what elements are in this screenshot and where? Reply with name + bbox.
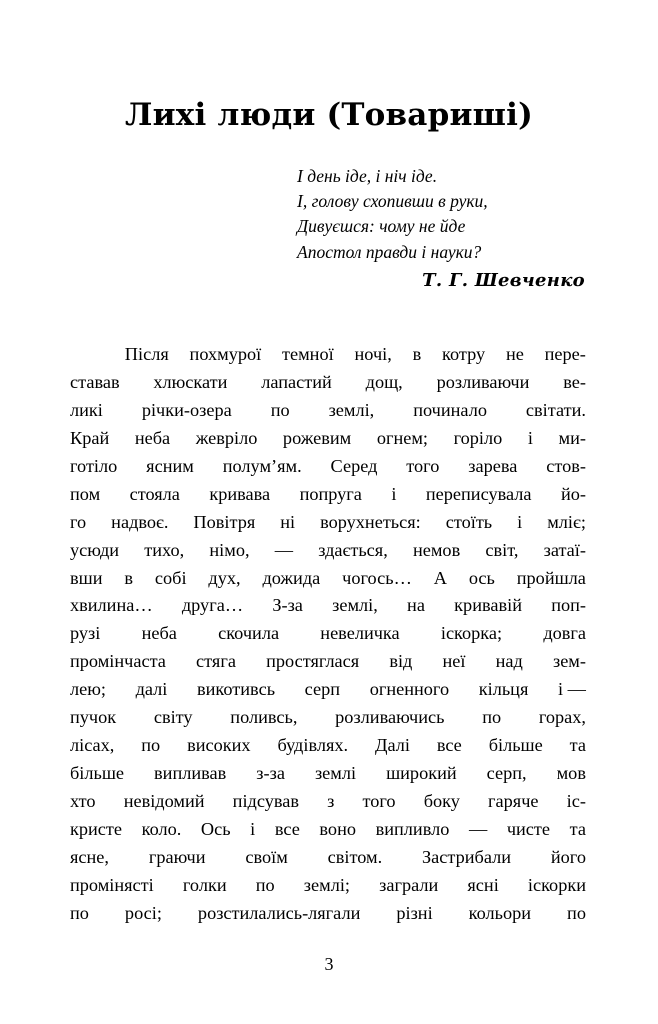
body-word: землі,	[332, 595, 378, 616]
body-word: неба	[134, 427, 171, 448]
body-word: стоїть	[445, 511, 493, 532]
body-word: серп	[304, 679, 341, 700]
body-word: стяга	[196, 651, 236, 672]
body-word: скочила	[218, 623, 280, 644]
body-word: і	[391, 483, 397, 504]
body-word: вши	[70, 567, 103, 588]
body-word: пом	[70, 483, 101, 504]
body-word: Далі	[374, 735, 410, 756]
body-word: го	[70, 511, 87, 532]
body-word: тихо,	[144, 539, 185, 560]
body-word: землі,	[328, 399, 375, 420]
body-word: пучок	[70, 707, 117, 728]
body-line	[70, 369, 586, 397]
body-word: огнем;	[376, 427, 429, 448]
body-word: і —	[558, 679, 586, 700]
body-word: друга…	[181, 595, 244, 616]
body-word: горіло	[453, 427, 503, 448]
body-word: готіло	[70, 455, 118, 476]
body-line	[70, 704, 586, 732]
body-word: Застрибали	[422, 846, 512, 867]
body-word: чисте	[506, 818, 551, 839]
body-word: гаряче	[488, 791, 539, 811]
body-word: по	[255, 874, 275, 895]
body-word: рузі	[70, 623, 101, 644]
body-word: зарева	[468, 455, 518, 476]
body-word: з	[327, 791, 335, 811]
body-word: з-за	[256, 763, 285, 784]
body-word: дух,	[208, 567, 241, 588]
body-word: боку	[423, 791, 460, 811]
body-word: хвилина…	[70, 595, 153, 616]
body-word: мліє;	[547, 511, 586, 532]
body-word: по	[567, 902, 586, 923]
body-word: полум’ям.	[222, 455, 302, 476]
body-word: Край	[70, 427, 110, 448]
body-word: більше	[488, 735, 543, 756]
body-word: не	[505, 344, 524, 364]
body-word: починало	[413, 399, 487, 420]
epigraph-line: І, голову схопивши в руки,	[297, 191, 488, 212]
body-word: воно	[319, 818, 356, 839]
body-word: світати.	[525, 399, 586, 420]
body-word: і	[527, 427, 533, 448]
body-word: пройшла	[516, 567, 586, 588]
page-title: Лихі люди (Товариші)	[124, 96, 533, 133]
body-word: йо-	[560, 483, 586, 504]
body-word: зем-	[552, 651, 586, 672]
body-word: коло.	[141, 818, 182, 839]
body-line	[70, 481, 586, 509]
body-word: дожида	[262, 567, 321, 588]
body-word: кристе	[70, 818, 123, 839]
body-line	[70, 816, 586, 844]
body-word: по	[70, 902, 89, 923]
body-word: ворухнеться:	[320, 511, 421, 532]
body-word: по	[482, 707, 502, 728]
epigraph-block	[297, 164, 585, 293]
body-word: темної	[282, 344, 334, 364]
body-word: стояла	[129, 483, 180, 504]
body-word: ликі	[70, 399, 103, 420]
body-word: по	[141, 735, 161, 756]
epigraph-line: І день іде, і ніч іде.	[297, 166, 438, 186]
body-word: простяглася	[266, 651, 360, 672]
body-word: усюди	[70, 539, 120, 560]
body-word: викотивсь	[197, 679, 276, 700]
body-word: ве-	[563, 371, 586, 392]
body-word: дощ,	[365, 371, 403, 392]
body-word: і	[250, 818, 256, 839]
body-word: іскорка;	[440, 623, 503, 644]
epigraph-line: Дивуєшся: чому не йде	[297, 216, 466, 237]
body-word: лапастий	[261, 371, 332, 392]
body-word: світу	[153, 707, 193, 728]
body-line	[70, 900, 586, 928]
body-line	[70, 788, 586, 816]
body-line	[70, 844, 586, 872]
body-word: та	[569, 735, 586, 756]
body-word: широкий	[386, 763, 457, 784]
body-paragraph	[70, 341, 586, 928]
body-word: попруга	[299, 483, 362, 504]
body-word: затаї-	[543, 539, 586, 560]
body-word: чогось…	[342, 567, 412, 588]
body-word: Серед	[330, 455, 378, 476]
body-word: німо,	[209, 539, 250, 560]
body-word: неї	[442, 651, 466, 672]
body-word: і	[517, 511, 523, 532]
body-word: в	[412, 344, 422, 364]
body-word: світом.	[327, 846, 383, 867]
body-word: —	[468, 818, 488, 839]
body-word: переписувала	[425, 483, 532, 504]
body-word: ясні	[467, 874, 499, 895]
body-line	[70, 592, 586, 620]
body-word: неба	[141, 623, 177, 644]
epigraph-line: Апостол правди і науки?	[297, 241, 482, 262]
body-word: кільця	[478, 679, 529, 700]
body-word: іскорки	[527, 874, 586, 895]
body-word: будівлях.	[277, 735, 349, 756]
body-word: розстилались-лягали	[197, 902, 361, 923]
body-word: стов-	[546, 455, 586, 476]
body-line	[70, 565, 586, 593]
body-word: невідомий	[123, 791, 205, 811]
body-line	[70, 509, 586, 537]
paragraph-indent	[70, 341, 104, 369]
body-word: З-за	[272, 595, 303, 616]
body-word: заграли	[379, 874, 439, 895]
body-word: ось	[468, 567, 495, 588]
body-word: випливло	[375, 818, 450, 839]
body-word: випливав	[154, 763, 227, 784]
body-word: все	[436, 735, 462, 756]
body-line	[70, 425, 586, 453]
body-word: ночі,	[354, 344, 392, 364]
body-word: річки-озера	[141, 399, 232, 420]
body-word: здається,	[318, 539, 388, 560]
body-word: на	[407, 595, 425, 616]
body-word: серп,	[486, 763, 527, 784]
body-word: землі	[314, 763, 357, 784]
body-word: високих	[187, 735, 251, 756]
body-line	[70, 341, 586, 369]
body-word: промінчаста	[70, 651, 166, 672]
body-word: лею;	[70, 679, 106, 700]
body-word: огненного	[369, 679, 450, 700]
epigraph-author: Т. Г. Шевченко	[422, 269, 585, 291]
body-word: кривава	[209, 483, 271, 504]
body-line	[70, 620, 586, 648]
body-word: підсував	[232, 791, 299, 811]
body-word: Повітря	[193, 511, 256, 532]
body-word: немов	[412, 539, 461, 560]
body-word: ми-	[558, 427, 586, 448]
body-word: та	[569, 818, 586, 839]
body-word: над	[495, 651, 523, 672]
body-word: лісах,	[70, 735, 115, 756]
body-line	[70, 872, 586, 900]
body-word: того	[362, 791, 396, 811]
body-word: промінясті	[70, 874, 154, 895]
body-word: ставав	[70, 371, 120, 392]
body-word: А	[433, 567, 447, 588]
body-word: ясним	[146, 455, 194, 476]
body-word: від	[389, 651, 413, 672]
body-line	[70, 760, 586, 788]
body-word: жевріло	[195, 427, 258, 448]
body-line	[70, 537, 586, 565]
body-word: далі	[135, 679, 168, 700]
body-word: хто	[70, 791, 96, 811]
body-word: по	[270, 399, 290, 420]
body-word: того	[406, 455, 440, 476]
body-word: росі;	[124, 902, 162, 923]
body-word: землі;	[303, 874, 350, 895]
body-word: ясне,	[70, 846, 109, 867]
body-word: горах,	[538, 707, 586, 728]
body-word: кольори	[468, 902, 532, 923]
body-word: довга	[543, 623, 586, 644]
body-word: все	[274, 818, 300, 839]
body-word: його	[550, 846, 586, 867]
body-line	[70, 676, 586, 704]
body-word: голки	[182, 874, 227, 895]
body-word: світ,	[485, 539, 519, 560]
epigraph-lines	[297, 164, 585, 265]
body-word: пере-	[544, 344, 586, 364]
body-word: різні	[396, 902, 433, 923]
body-word: кривавій	[454, 595, 522, 616]
body-line	[70, 397, 586, 425]
body-word: поп-	[551, 595, 586, 616]
body-line	[70, 453, 586, 481]
body-word: ні	[280, 511, 296, 532]
body-word: в	[124, 567, 134, 588]
body-line	[70, 648, 586, 676]
body-word: котру	[442, 344, 486, 364]
body-word: Після	[124, 344, 169, 364]
body-word: хлюскати	[153, 371, 228, 392]
body-word: надвоє.	[111, 511, 169, 532]
body-word: іс-	[566, 791, 586, 811]
page-number: 3	[324, 954, 334, 974]
body-line	[70, 732, 586, 760]
body-word: розливаючи	[436, 371, 530, 392]
body-word: граючи	[148, 846, 206, 867]
body-word: поливсь,	[230, 707, 298, 728]
body-word: мов	[556, 763, 586, 784]
body-word: Ось	[200, 818, 231, 839]
body-word: більше	[70, 763, 125, 784]
body-word: невеличка	[320, 623, 400, 644]
body-word: —	[274, 539, 294, 560]
body-word: собі	[154, 567, 187, 588]
body-word: рожевим	[282, 427, 352, 448]
body-word: похмурої	[189, 344, 262, 364]
body-word: розливаючись	[335, 707, 445, 728]
body-word: своїм	[245, 846, 288, 867]
